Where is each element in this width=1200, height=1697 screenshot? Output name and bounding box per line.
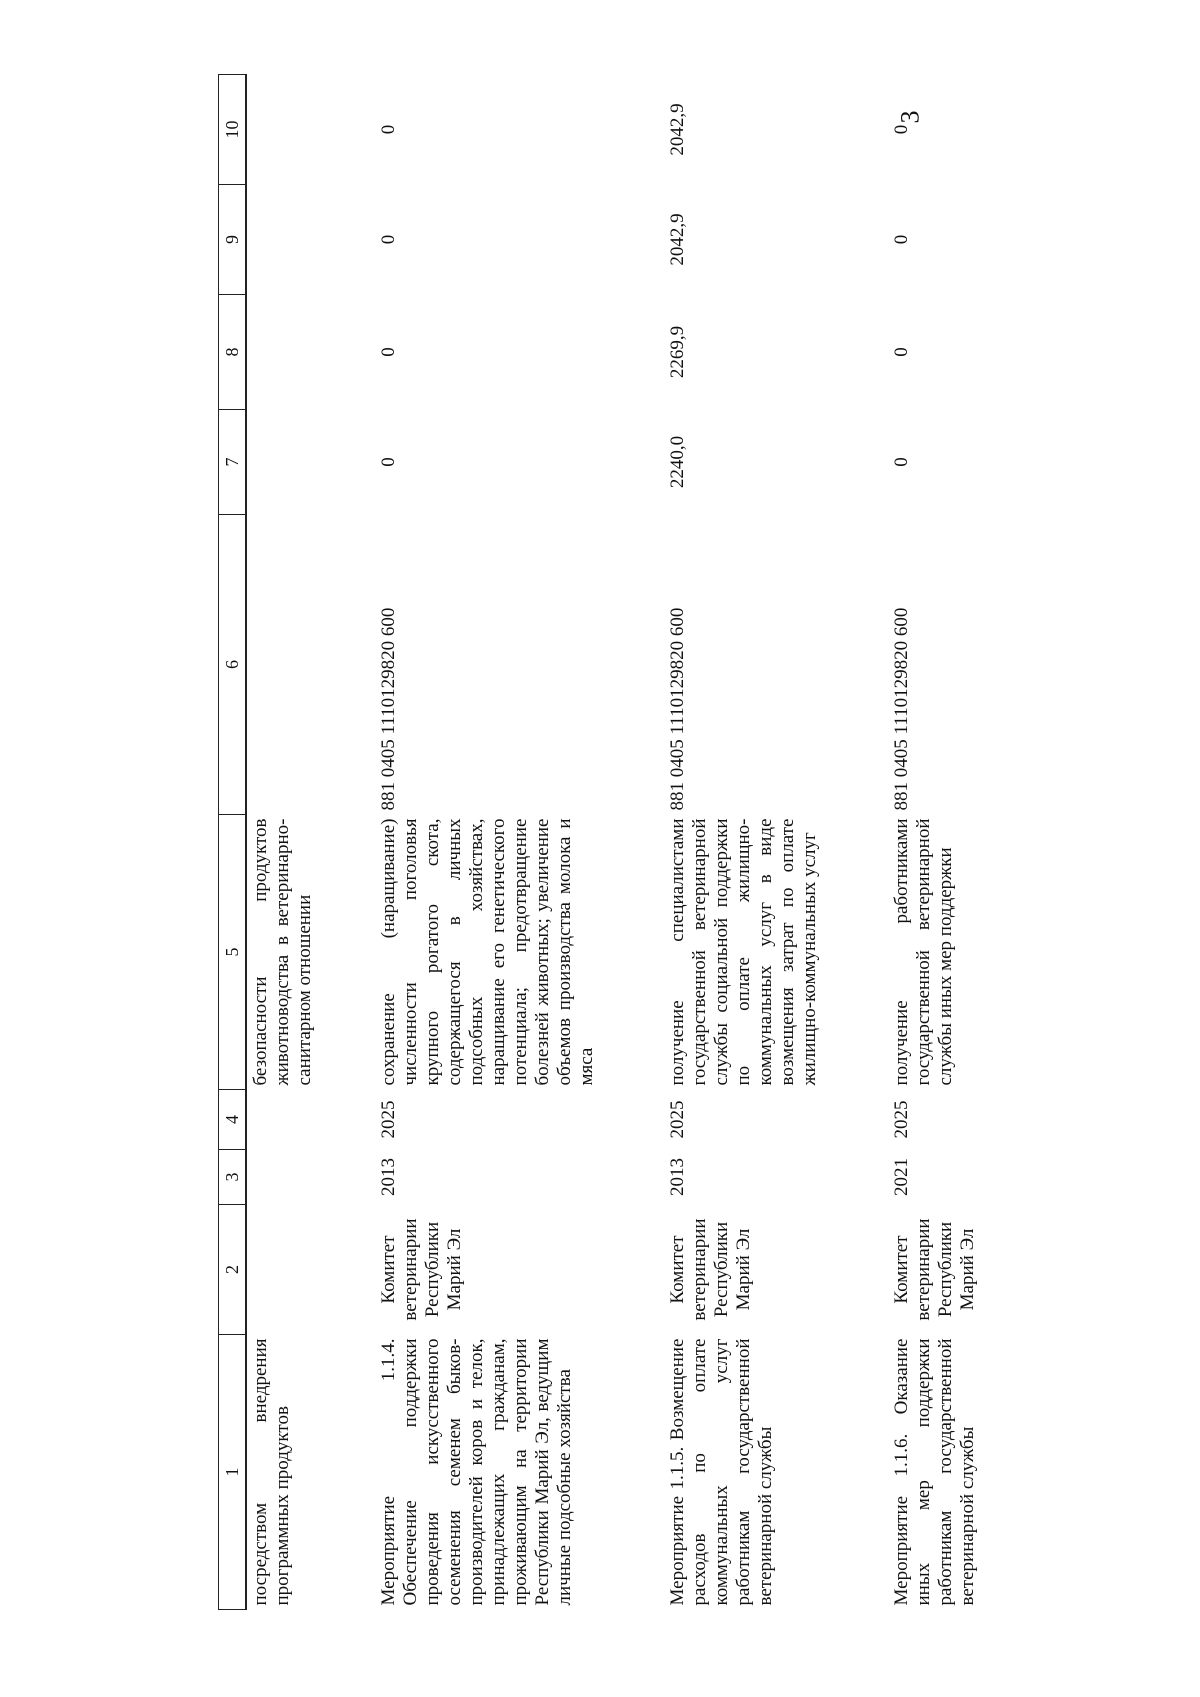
column-header: 9 xyxy=(219,185,247,295)
column-header: 6 xyxy=(219,515,247,815)
value-cell xyxy=(246,75,366,185)
budget-code-cell: 881 0405 1110129820 600 xyxy=(378,607,399,811)
column-header: 5 xyxy=(219,815,247,1090)
table-row xyxy=(888,75,982,1610)
value-cell: 0 xyxy=(378,347,399,357)
table-row xyxy=(366,75,664,1610)
end-year-cell: 2025 xyxy=(378,1100,399,1139)
value-cell: 0 xyxy=(891,124,912,135)
value-cell: 2042,9 xyxy=(667,103,688,156)
page-number: 3 xyxy=(895,110,925,124)
executor-cell: Комитет ветеринарии Республики Марий Эл xyxy=(891,1218,978,1321)
value-cell xyxy=(246,410,366,515)
expected-result-cell: получение работниками государственной ветеринарной службы иных мер поддержки xyxy=(891,818,956,1086)
value-cell: 0 xyxy=(378,457,399,467)
value-cell: 0 xyxy=(378,124,399,135)
executor-cell xyxy=(246,1205,366,1335)
value-cell xyxy=(246,295,366,410)
column-header: 4 xyxy=(219,1090,247,1150)
measure-name-cell: посредством внедрения программных продуктов xyxy=(250,1338,293,1606)
table-row xyxy=(246,75,366,1610)
budget-code-cell: 881 0405 1110129820 600 xyxy=(667,607,688,811)
start-year-cell xyxy=(246,1150,366,1205)
measure-name-cell: Мероприятие 1.1.4. Обеспечение поддержки проведения искусственного осеменения семенем быков-производителей коров и телок, принадлежащих гражданам, проживающим на территории Республики Марий Эл, ведущим личные подсобные хозяйства xyxy=(378,1338,575,1606)
value-cell: 2269,9 xyxy=(667,325,688,379)
expected-result-cell: получение специалистами государственной ветеринарной службы социальной поддержки по оплате жилищно-коммунальных услуг в виде возмещения затрат по оплате жилищно-коммунальных услуг xyxy=(667,818,820,1086)
program-measures-table xyxy=(218,74,982,1610)
column-header: 3 xyxy=(219,1150,247,1205)
value-cell: 0 xyxy=(891,457,912,467)
value-cell: 0 xyxy=(891,347,912,357)
start-year-cell: 2013 xyxy=(378,1158,399,1196)
column-header: 2 xyxy=(219,1205,247,1335)
expected-result-cell: сохранение (наращивание) численности поголовья крупного рогатого скота, содержащегося в личных подсобных хозяйствах, наращивание его генетического потенциала; предотвращение болезней животных; увеличение объемов производства молока и мяса xyxy=(378,818,597,1086)
rotated-table-wrapper xyxy=(218,75,978,1610)
value-cell xyxy=(246,185,366,295)
executor-cell: Комитет ветеринарии Республики Марий Эл xyxy=(667,1218,754,1321)
value-cell: 0 xyxy=(891,234,912,245)
end-year-cell: 2025 xyxy=(667,1100,688,1139)
start-year-cell: 2021 xyxy=(891,1158,912,1196)
start-year-cell: 2013 xyxy=(667,1158,688,1196)
column-number-row xyxy=(219,75,247,1610)
end-year-cell xyxy=(246,1090,366,1150)
value-cell: 0 xyxy=(378,234,399,245)
expected-result-cell: безопасности продуктов животноводства в ветеринарно-санитарном отношении xyxy=(250,818,315,1086)
value-cell: 2240,0 xyxy=(667,435,688,489)
table-row xyxy=(664,75,888,1610)
value-cell: 2042,9 xyxy=(667,213,688,266)
column-header: 10 xyxy=(219,75,247,185)
end-year-cell: 2025 xyxy=(891,1100,912,1139)
measure-name-cell: Мероприятие 1.1.5. Возмещение расходов по оплате коммунальных услуг работникам государственной ветеринарной службы xyxy=(667,1338,776,1606)
budget-code-cell xyxy=(246,515,366,815)
executor-cell: Комитет ветеринарии Республики Марий Эл xyxy=(378,1218,465,1321)
column-header: 7 xyxy=(219,410,247,515)
column-header: 1 xyxy=(219,1335,247,1610)
measure-name-cell: Мероприятие 1.1.6. Оказание иных мер поддержки работникам государственной ветеринарной службы xyxy=(891,1338,978,1606)
budget-code-cell: 881 0405 1110129820 600 xyxy=(891,607,912,811)
column-header: 8 xyxy=(219,295,247,410)
